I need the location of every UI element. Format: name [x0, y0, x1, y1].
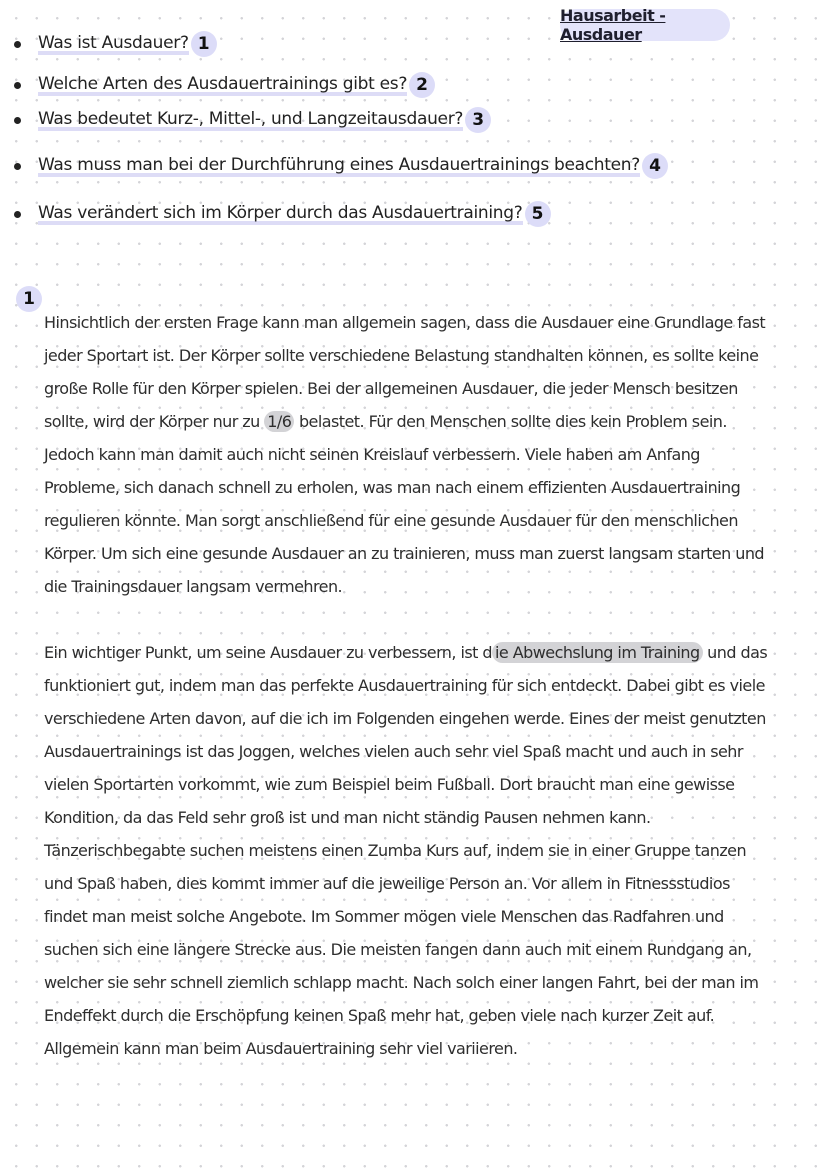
question-text: Welche Arten des Ausdauertrainings gibt es?	[38, 74, 408, 94]
paragraph-line: findet man meist solche Angebote. Im Sommer mögen viele Menschen das Radfahren und	[44, 907, 724, 926]
paragraph-line: regulieren könnte. Man sorgt anschließend für eine gesunde Ausdauer für den menschlichen	[44, 511, 738, 530]
bullet-icon	[14, 163, 21, 170]
highlighted-text: 1/6	[264, 411, 294, 432]
paragraph-line: Kondition, da das Feld sehr groß ist und man nicht ständig Pausen nehmen kann.	[44, 808, 651, 827]
question-item	[14, 29, 217, 59]
paragraph-line	[44, 643, 767, 662]
line-text: Ein wichtiger Punkt, um seine Ausdauer zu verbessern, ist d	[44, 643, 493, 662]
paragraph-line	[44, 412, 727, 431]
paragraph-line: Jedoch kann man damit auch nicht seinen Kreislauf verbessern. Viele haben am Anfang	[44, 445, 700, 464]
question-item	[14, 199, 551, 229]
paragraph-line: große Rolle für den Körper spielen. Bei der allgemeinen Ausdauer, die jeder Mensch besitzen	[44, 379, 738, 398]
bullet-icon	[14, 117, 21, 124]
paragraph-line: welcher sie sehr schnell ziemlich schlapp macht. Nach solch einer langen Fahrt, bei der man im	[44, 973, 759, 992]
paragraph-line: vielen Sportarten vorkommt, wie zum Beispiel beim Fußball. Dort braucht man eine gewisse	[44, 775, 735, 794]
line-text: sollte, wird der Körper nur zu	[44, 412, 265, 431]
paragraph-line: verschiedene Arten davon, auf die ich im Folgenden eingehen werde. Eines der meist genutzten	[44, 709, 766, 728]
question-text: Was ist Ausdauer?	[38, 33, 189, 53]
question-item	[14, 70, 435, 100]
paragraph-line: Ausdauertrainings ist das Joggen, welches vielen auch sehr viel Spaß macht und auch in sehr	[44, 742, 743, 761]
paragraph-line: Probleme, sich danach schnell zu erholen, was man nach einem effizienten Ausdauertraining	[44, 478, 741, 497]
question-number-badge: 1	[191, 31, 217, 57]
page-title: Hausarbeit -Ausdauer	[560, 9, 730, 41]
line-text: und das	[702, 643, 768, 662]
question-number-badge: 4	[642, 153, 668, 179]
highlighted-text: ie Abwechslung im Training	[492, 642, 703, 663]
question-number-badge: 3	[465, 107, 491, 133]
question-text: Was verändert sich im Körper durch das Ausdauertraining?	[38, 203, 523, 223]
bullet-icon	[14, 82, 21, 89]
section-number-badge: 1	[16, 286, 42, 312]
line-text: belastet. Für den Menschen sollte dies kein Problem sein.	[294, 412, 727, 431]
paragraph-line: die Trainingsdauer langsam vermehren.	[44, 577, 343, 596]
paragraph-line: Endeffekt durch die Erschöpfung keinen Spaß mehr hat, geben viele nach kurzer Zeit auf.	[44, 1006, 715, 1025]
question-text: Was muss man bei der Durchführung eines Ausdauertrainings beachten?	[38, 155, 640, 175]
question-text: Was bedeutet Kurz-, Mittel-, und Langzeitausdauer?	[38, 109, 464, 129]
paragraph-line: jeder Sportart ist. Der Körper sollte verschiedene Belastung standhalten können, es sollte keine	[44, 346, 759, 365]
paragraph-line: funktioniert gut, indem man das perfekte Ausdauertraining für sich entdeckt. Dabei gibt es viele	[44, 676, 765, 695]
question-item	[14, 151, 668, 181]
question-number-badge: 2	[409, 72, 435, 98]
paragraph-line: Allgemein kann man beim Ausdauertraining sehr viel variieren.	[44, 1039, 518, 1058]
bullet-icon	[14, 211, 21, 218]
question-item	[14, 105, 491, 135]
paragraph-line: Körper. Um sich eine gesunde Ausdauer an zu trainieren, muss man zuerst langsam starten und	[44, 544, 765, 563]
paragraph-line: Tänzerischbegabte suchen meistens einen Zumba Kurs auf, indem sie in einer Gruppe tanzen	[44, 841, 747, 860]
bullet-icon	[14, 41, 21, 48]
paragraph-line: Hinsichtlich der ersten Frage kann man allgemein sagen, dass die Ausdauer eine Grundlage fast	[44, 313, 766, 332]
paragraph-line: und Spaß haben, dies kommt immer auf die jeweilige Person an. Vor allem in Fitnessstudios	[44, 874, 730, 893]
paragraph-line: suchen sich eine längere Strecke aus. Die meisten fangen dann auch mit einem Rundgang an,	[44, 940, 752, 959]
question-number-badge: 5	[525, 201, 551, 227]
